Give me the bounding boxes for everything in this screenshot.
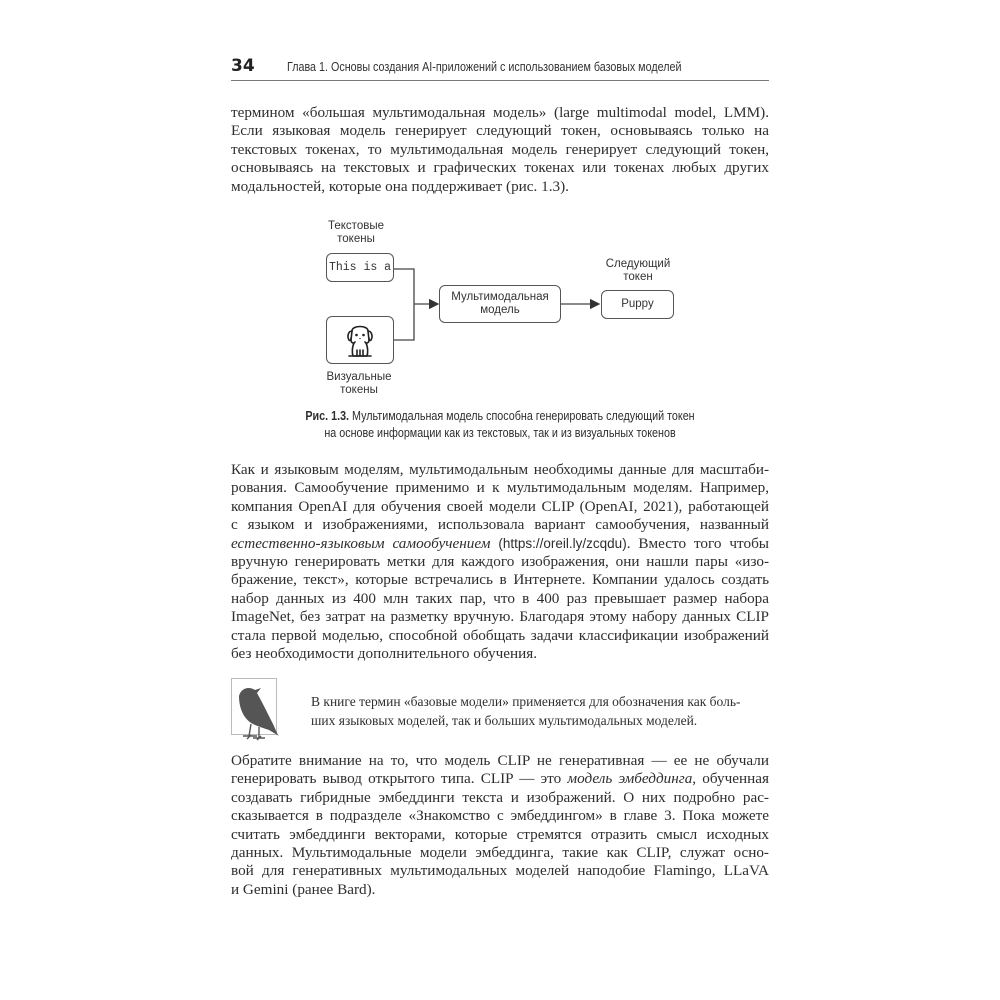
text-tokens-box bbox=[326, 253, 394, 282]
text-line: Если языковая модель генерирует следующий токен, основываясь только на bbox=[231, 122, 769, 140]
text-line: термином «большая мультимодальная модель» (large multimodal model, LMM). bbox=[231, 104, 769, 121]
label-line: токены bbox=[337, 233, 375, 245]
visual-tokens-label bbox=[318, 371, 400, 397]
note-block bbox=[231, 678, 769, 748]
text-line: стала первой моделью, способной обобщать задачи классификации изображений bbox=[231, 626, 769, 644]
figure-multimodal-diagram bbox=[318, 214, 688, 404]
crow-icon bbox=[231, 678, 283, 744]
text-line: ImageNet, без затрат на разметку вручную. Благодаря этому набору данных CLIP bbox=[231, 608, 769, 626]
paragraph-intro bbox=[231, 104, 769, 196]
text-tokens-label bbox=[318, 220, 394, 246]
text-line: и Gemini (ранее Bard). bbox=[231, 880, 376, 898]
text-line: с языком и изображениями, использовала вариант самообучения, названный bbox=[231, 516, 769, 534]
text-line bbox=[231, 535, 769, 553]
text-line: рования. Самообучение применимо и к мультимодальным моделям. Например, bbox=[231, 479, 769, 497]
note-text bbox=[311, 692, 769, 730]
caption-line bbox=[269, 408, 732, 425]
running-title: Глава 1. Основы создания AI-приложений с использованием базовых моделей bbox=[287, 60, 682, 74]
text-line: создавать гибридные эмбеддинги текста и изображений. О них подробно рас- bbox=[231, 788, 769, 806]
next-token-value: Puppy bbox=[621, 298, 654, 310]
note-line: ших языковых моделей, так и больших мультимодальных моделей. bbox=[311, 713, 698, 728]
puppy-icon bbox=[343, 321, 377, 359]
caption-text: Мультимодальная модель способна генерировать следующий токен bbox=[349, 409, 695, 423]
text-line: вручную генерировать метки для каждого изображения, они нашли пары «изо- bbox=[231, 552, 769, 570]
label-line: токен bbox=[623, 271, 653, 283]
text-line: вой для генеративных мультимодальных моделей наподобие Flamingo, LLaVA bbox=[231, 862, 769, 880]
multimodal-model-box bbox=[439, 285, 561, 323]
italic-term: естественно-языковым самообучением bbox=[231, 534, 491, 552]
text-line bbox=[231, 770, 769, 788]
next-token-label bbox=[593, 258, 683, 284]
page-number: 34 bbox=[231, 56, 255, 76]
text-line: считать эмбеддинги векторами, которые стремятся отразить смысл исходных bbox=[231, 825, 769, 843]
reference-link[interactable]: (https://oreil.ly/zcqdu) bbox=[498, 535, 627, 551]
text-line: без необходимости дополнительного обучения. bbox=[231, 644, 538, 662]
text-line: набор данных из 400 млн таких пар, что в 400 раз превышает размер набора bbox=[231, 589, 769, 607]
text-fragment: генерировать вывод открытого типа. CLIP — это bbox=[231, 770, 568, 788]
text-line: компания OpenAI для обучения своей модели CLIP (OpenAI, 2021), работающей bbox=[231, 497, 769, 515]
text-line: бражение, текст», которые встречались в Интернете. Компании удалось создать bbox=[231, 571, 769, 589]
visual-tokens-box bbox=[326, 316, 394, 364]
label-line: токены bbox=[340, 384, 378, 396]
text-tokens-value: This is a bbox=[328, 261, 392, 274]
model-label-line: Мультимодальная bbox=[451, 291, 549, 303]
text-line: основываясь на текстовых и графических токенах или токенах любых других bbox=[231, 159, 769, 177]
text-fragment: , обученная bbox=[692, 770, 769, 788]
model-label-line: модель bbox=[480, 304, 520, 316]
paragraph-clip bbox=[231, 461, 769, 663]
paragraph-embedding bbox=[231, 752, 769, 899]
merge-connector bbox=[394, 269, 414, 340]
text-line: данных. Мультимодальные модели эмбеддинга, такие как CLIP, служат осно- bbox=[231, 843, 769, 861]
label-line: Текстовые bbox=[328, 220, 384, 232]
text-line: Обратите внимание на то, что модель CLIP не генеративная — ее не обучали bbox=[231, 752, 769, 769]
italic-term: модель эмбеддинга bbox=[567, 770, 693, 788]
page-header bbox=[231, 54, 769, 81]
label-line: Визуальные bbox=[326, 371, 392, 383]
text-line: сказывается в подразделе «Знакомство с эмбеддингом» в главе 3. Пока можете bbox=[231, 807, 769, 825]
text-line: текстовых токенах, то мультимодальная модель генерирует следующий токен, bbox=[231, 140, 769, 158]
label-line: Следующий bbox=[605, 258, 671, 270]
text-line: Как и языковым моделям, мультимодальным необходимы данные для масштаби- bbox=[231, 461, 769, 478]
note-line: В книге термин «базовые модели» применяется для обозначения как боль- bbox=[311, 694, 741, 709]
caption-line: на основе информации как из текстовых, так и из визуальных токенов bbox=[324, 426, 676, 440]
next-token-box bbox=[601, 290, 674, 319]
text-fragment: . Вместо того чтобы bbox=[626, 534, 770, 552]
text-line: модальностей, которые она поддерживает (рис. 1.3). bbox=[231, 177, 569, 195]
figure-caption bbox=[231, 408, 769, 442]
caption-prefix: Рис. 1.3. bbox=[305, 409, 350, 423]
